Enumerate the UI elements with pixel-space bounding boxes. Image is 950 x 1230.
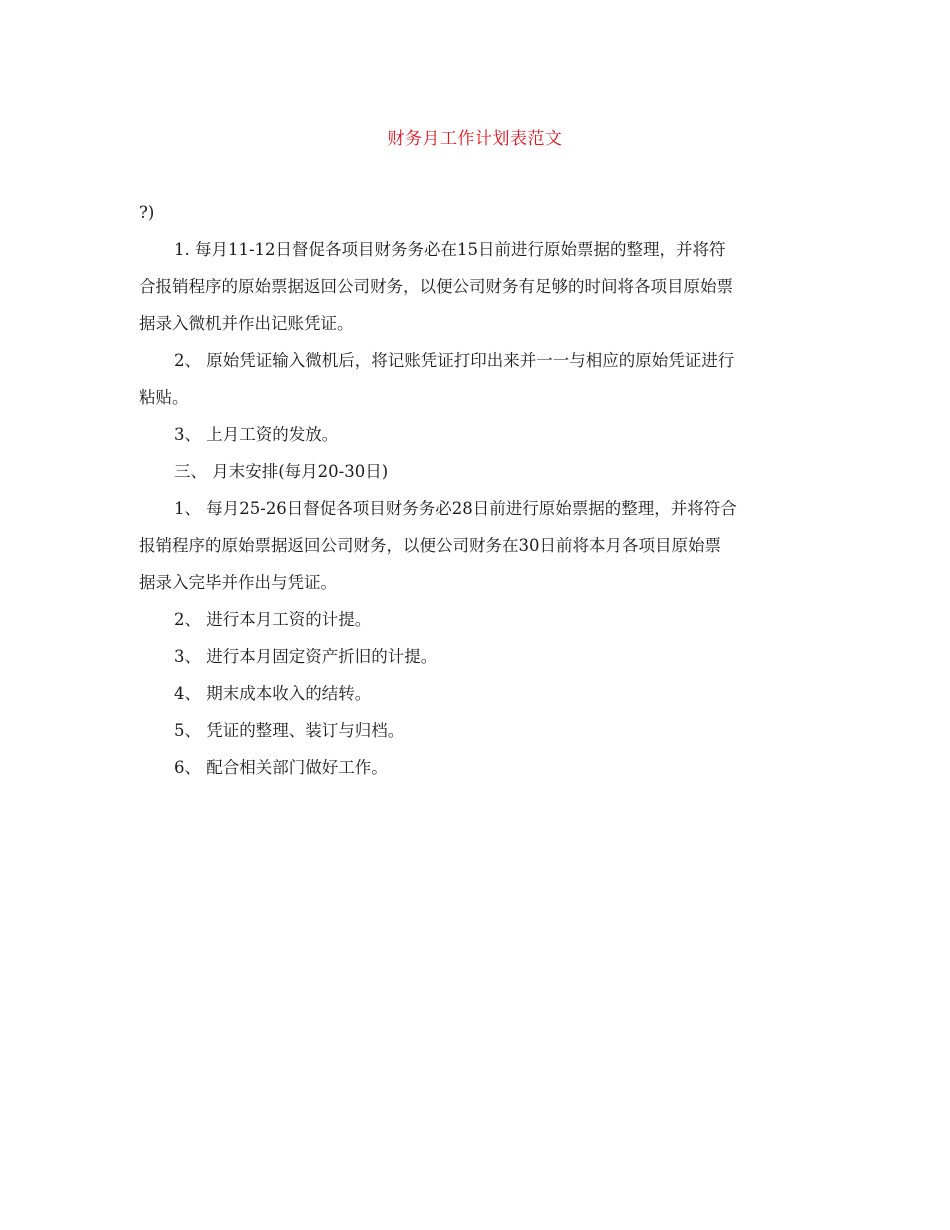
paragraph-line: 据录入微机并作出记账凭证。 [139,314,354,333]
document-body [139,194,814,786]
paragraph-line: 3、 进行本月固定资产折旧的计提。 [174,647,438,666]
paragraph-line: 5、 凭证的整理、装订与归档。 [174,721,405,740]
paragraph-line: 报销程序的原始票据返回公司财务，以便公司财务在30日前将本月各项目原始票 [139,536,721,555]
paragraph-line: 合报销程序的原始票据返回公司财务，以便公司财务有足够的时间将各项目原始票 [139,277,733,296]
paragraph-line: 1. 每月11-12日督促各项目财务务必在15日前进行原始票据的整理，并将符 [174,240,726,259]
section-heading: 三、 月末安排(每月20-30日) [174,462,389,481]
paragraph-line: 3、 上月工资的发放。 [174,425,339,444]
line-fragment: ?) [139,203,155,222]
paragraph-line: 2、 原始凭证输入微机后，将记账凭证打印出来并一一与相应的原始凭证进行 [174,351,735,370]
paragraph-line: 据录入完毕并作出与凭证。 [139,573,337,592]
paragraph-line: 1、 每月25-26日督促各项目财务务必28日前进行原始票据的整理，并将符合 [174,499,737,518]
paragraph-line: 粘贴。 [139,388,189,407]
document-title: 财务月工作计划表范文 [387,129,563,149]
paragraph-line: 4、 期末成本收入的结转。 [174,684,372,703]
paragraph-line: 2、 进行本月工资的计提。 [174,610,372,629]
paragraph-line: 6、 配合相关部门做好工作。 [174,758,388,777]
